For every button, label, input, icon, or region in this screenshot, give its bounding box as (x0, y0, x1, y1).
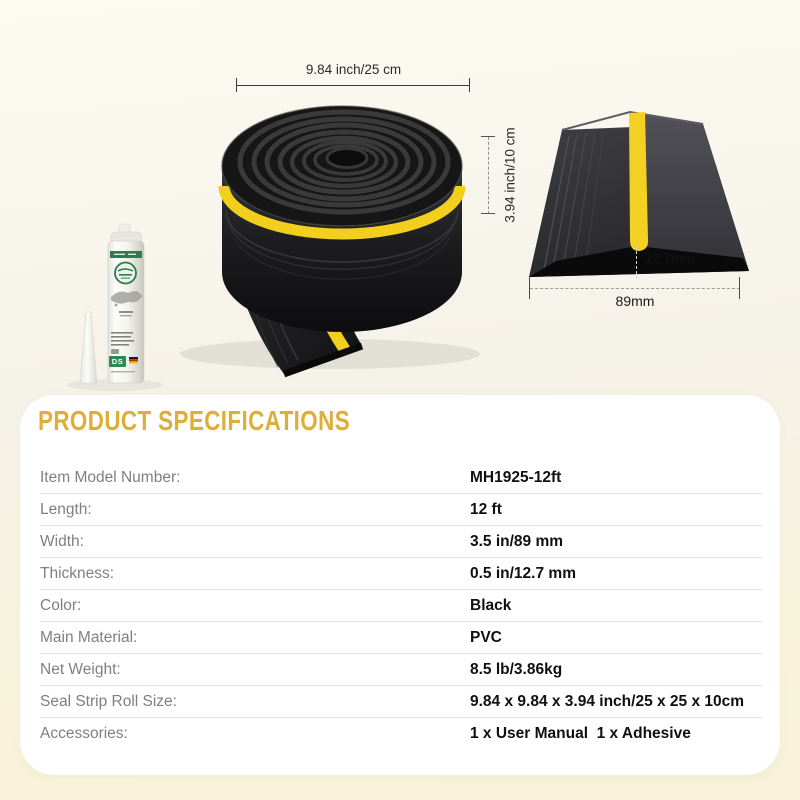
spec-value: 1 x User Manual 1 x Adhesive (470, 724, 691, 742)
table-row (40, 718, 762, 749)
table-row (40, 526, 762, 558)
spec-value: 9.84 x 9.84 x 3.94 inch/25 x 25 x 10cm (470, 692, 745, 710)
spec-value: MH1925-12ft (470, 468, 562, 486)
spec-table (40, 462, 762, 749)
spec-value: 0.5 in/12.7 mm (470, 564, 576, 582)
roll-width-tick-right (469, 78, 470, 92)
table-row (40, 462, 762, 494)
profile-width-dimension-line (530, 288, 740, 289)
spec-value: Black (470, 596, 512, 614)
spec-value: 3.5 in/89 mm (470, 532, 564, 550)
profile-width-label: 89mm (615, 293, 655, 309)
table-row (40, 654, 762, 686)
seal-profile-illustration (529, 112, 749, 277)
german-flag-icon (129, 357, 138, 364)
spec-label: Seal Strip Roll Size: (40, 692, 177, 710)
table-row (40, 494, 762, 526)
roll-height-dimension-label: 3.94 inch/10 cm (502, 127, 518, 223)
spec-label: Thickness: (40, 564, 115, 582)
spec-label: Color: (40, 596, 82, 614)
roll-width-dimension-label: 9.84 inch/25 cm (305, 62, 402, 77)
tube-logo-emblem (115, 263, 136, 284)
roll-height-tick-bottom (481, 213, 495, 214)
roll-width-dimension-line (237, 85, 470, 86)
table-row (40, 590, 762, 622)
spec-value: PVC (470, 628, 502, 646)
profile-thickness-leader-line (636, 246, 637, 279)
spec-label: Main Material: (40, 628, 138, 646)
roll-height-tick-top (481, 136, 495, 137)
seal-roll-illustration (180, 106, 480, 374)
profile-thickness-label: 12.7mm (645, 251, 694, 266)
spec-label: Length: (40, 500, 92, 518)
spec-label: Width: (40, 532, 84, 550)
page-title: PRODUCT SPECIFICATIONS (38, 405, 351, 436)
profile-yellow-stripe (629, 112, 648, 251)
spec-value: 12 ft (470, 500, 502, 518)
applicator-cone (80, 312, 97, 383)
adhesive-tube-badge: DS (111, 357, 124, 366)
spec-label: Item Model Number: (40, 468, 181, 486)
spec-label: Accessories: (40, 724, 128, 742)
roll-height-dimension-line (488, 137, 489, 214)
roll-width-tick-left (236, 78, 237, 92)
spec-label: Net Weight: (40, 660, 121, 678)
table-row (40, 622, 762, 654)
spec-card (20, 395, 780, 775)
table-row (40, 686, 762, 718)
table-row (40, 558, 762, 590)
spec-value: 8.5 lb/3.86kg (470, 660, 563, 678)
